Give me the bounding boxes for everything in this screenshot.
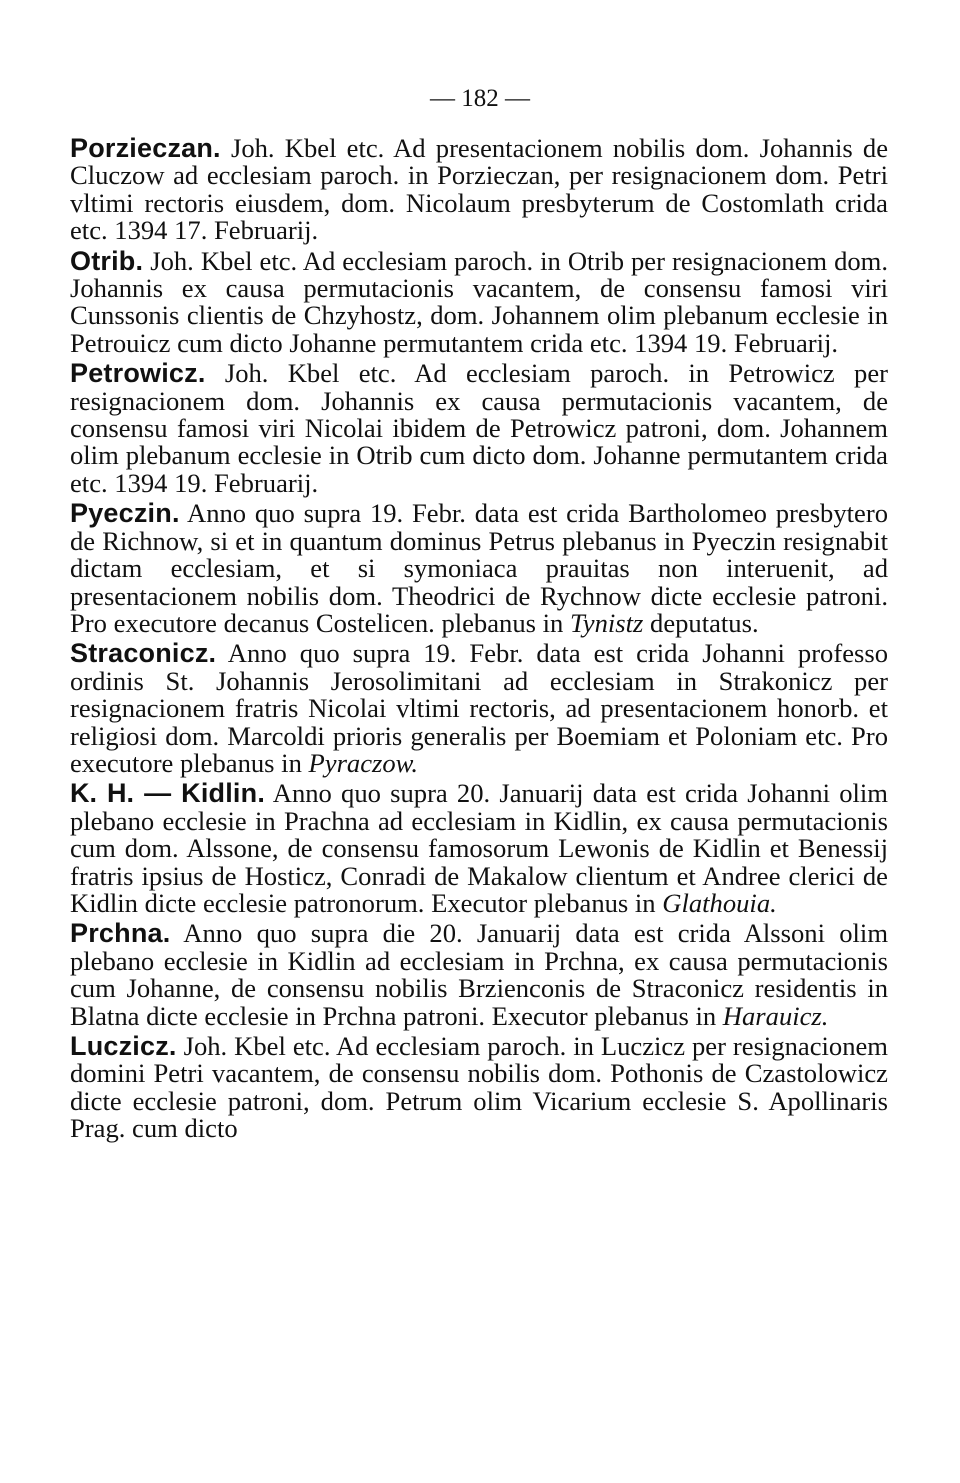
entry-text: Joh. Kbel etc. Ad ecclesiam paroch. in Otrib per resignacionem dom. Johannis ex causa permutacionis vacantem, de consensu famosi viri Cunssonis clientis de Chzyhostz, dom. Johannem olim plebanum ecclesie in Petrouicz cum dicto Johanne permutantem crida etc. 1394 19. Februarij. [70,245,888,358]
document-body [70,135,888,1146]
entry-kidlin [70,780,888,917]
entry-heading: Petrowicz. [70,358,206,389]
entry-italic-place: Pyraczow. [308,747,419,778]
entry-italic-place: Tynistz [569,607,644,638]
entry-porzieczan [70,135,888,245]
entry-text: Anno quo supra die 20. Januarij data est crida Alssoni olim plebano ecclesie in Kidlin ad ecclesiam in Prchna, ex causa permutacionis cum Johanne, de consensu nobilis Brzienconis de Straconicz residentis in Blatna dicte ecclesie in Prchna patroni. Executor plebanus in [70,918,888,1031]
entry-luczicz [70,1033,888,1143]
entry-straconicz [70,640,888,777]
entry-heading: Pyeczin. [70,498,180,529]
entry-otrib [70,245,888,358]
entry-prchna [70,920,888,1030]
entry-text: Anno quo supra 20. Januarij data est crida Johanni olim plebano ecclesie in Prachna ad ecclesiam in Kidlin, ex causa permutacionis cum dom. Alssone, de consensu famosorum Lewonis de Kidlin et Benessij fratris ipsius de Hosticz, Conradi de Makalow clientum et Andree clerici de Kidlin dicte ecclesie patronorum. Executor plebanus in [70,778,888,918]
entry-heading: Straconicz. [70,638,217,669]
entry-petrowicz [70,360,888,497]
page-number: — 182 — [430,85,530,112]
entry-heading: Otrib. [70,245,144,276]
entry-text-end: deputatus. [643,607,759,638]
entry-prefix: K. H. — [70,778,182,809]
entry-italic-place: Harauicz. [722,1000,829,1031]
entry-text: Joh. Kbel etc. Ad ecclesiam paroch. in Petrowicz per resignacionem dom. Johannis ex causa permutacionis vacantem, de consensu famosi viri Nicolai ibidem de Petrowicz patroni, dom. Johannem olim plebanum ecclesie in Otrib cum dicto dom. Johanne permutantem crida etc. 1394 19. Februarij. [70,358,888,498]
entry-heading: Prchna. [70,918,171,949]
entry-heading: Kidlin. [181,778,266,809]
entry-text: Anno quo supra 19. Febr. data est crida Johanni professo ordinis St. Johannis Jerosolimitani ad ecclesiam in Strakonicz per resignacionem fratris Nicolai vltimi rectoris, ad presentacionem honorb. et religiosi dom. Marcoldi prioris generalis per Boemiam et Poloniam etc. Pro executore plebanus in [70,638,888,778]
entry-text: Joh. Kbel etc. Ad presentacionem nobilis dom. Johannis de Cluczow ad ecclesiam paroch. in Porzieczan, per resignacionem dom. Petri vltimi rectoris eiusdem, dom. Nicolaum presbyterum de Costomlath crida etc. 1394 17. Februarij. [70,133,888,246]
entry-pyeczin [70,500,888,637]
entry-heading: Luczicz. [70,1031,177,1061]
entry-italic-place: Glathouia. [662,887,777,918]
entry-text: Anno quo supra 19. Febr. data est crida Bartholomeo presbytero de Richnow, si et in quantum dominus Petrus plebanus in Pyeczin resignabit dictam ecclesiam, et si symoniaca prauitas non interuenit, ad presentacionem nobilis dom. Theodrici de Rychnow dicte ecclesie patroni. Pro executore decanus Costelicen. plebanus in [70,498,888,638]
entry-text: Joh. Kbel etc. Ad ecclesiam paroch. in Luczicz per resignacionem domini Petri vacantem, de consensu nobilis dom. Pothonis de Czastolowicz dicte ecclesie patroni, dom. Petrum olim Vicarium ecclesie S. Apollinaris Prag. cum dicto [70,1031,888,1144]
entry-heading: Porzieczan. [70,133,221,163]
